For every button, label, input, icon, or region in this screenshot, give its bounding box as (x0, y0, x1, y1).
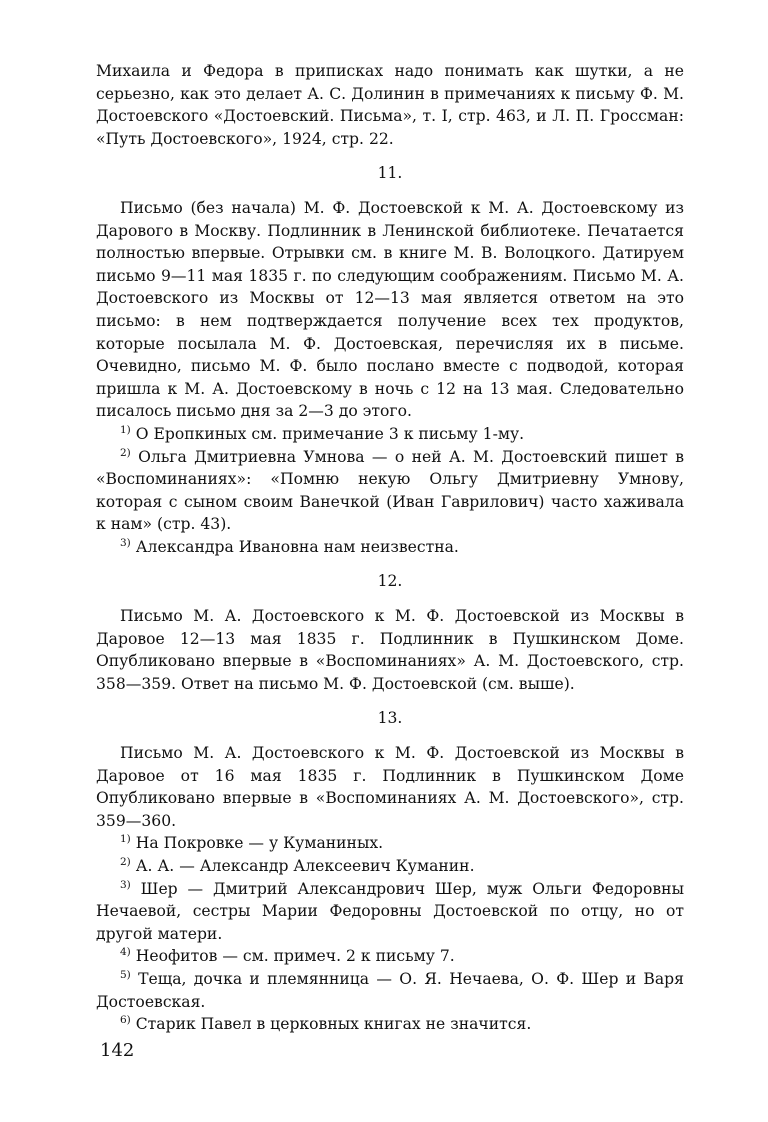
footnote-mark: 6) (120, 1013, 131, 1026)
section-heading-12: 12. (377, 572, 403, 591)
footnote-mark: 3) (120, 878, 131, 891)
section-13-footnote-2 (96, 855, 684, 878)
section-13-footnote-1 (96, 832, 684, 855)
page-number: 142 (100, 1040, 135, 1061)
footnote-text: А. А. — Александр Алексеевич Куманин. (135, 857, 475, 875)
section-11-body: Письмо (без начала) М. Ф. Достоевской к М. А. Достоевскому из Дарового в Москву. Подлинник в Ленинской библиотеке. Печатается полностью впервые. Отрывки см. в книге М. В. Волоцкого. Датируем письмо 9—11 мая 1835 г. по следующим соображениям. Письмо М. А. Достоевского из Москвы от 12—13 мая является ответом на это письмо: в нем подтверждается получение всех тех продуктов, которые посылала М. Ф. Достоевская, перечисляя их в письме. Очевидно, письмо М. Ф. было послано вместе с подводой, которая пришла к М. А. Достоевскому в ночь с 12 на 13 мая. Следовательно писалось письмо дня за 2—3 до этого. (96, 198, 684, 421)
section-11-footnote-3 (96, 536, 684, 559)
footnote-text: Александра Ивановна нам неизвестна. (135, 537, 459, 556)
footnote-text: Теща, дочка и племянница — О. Я. Нечаева, О. Ф. Шер и Варя Достоевская. (96, 969, 684, 1011)
section-13-footnote-4 (96, 945, 684, 968)
footnote-text: Шер — Дмитрий Александрович Шер, муж Ольги Федоровны Нечаевой, сестры Марии Федоровны Достоевской по отцу, но от другой матери. (96, 879, 684, 943)
section-13-body: Письмо М. А. Достоевского к М. Ф. Достоевской из Москвы в Даровое от 16 мая 1835 г. Подлинник в Пушкинском Доме Опубликовано впервые в «Воспоминаниях А. М. Достоевского», стр. 359—360. (96, 744, 684, 830)
section-11-footnote-1 (96, 423, 684, 446)
footnote-mark: 3) (120, 536, 131, 549)
intro-paragraph: Михаила и Федора в приписках надо понимать как шутки, а не серьезно, как это делает А. С. Долинин в примечаниях к письму Ф. М. Достоевского «Достоевский. Письма», т. I, стр. 463, и Л. П. Гроссман: «Путь Достоевского», 1924, стр. 22. (96, 62, 684, 148)
section-13-footnote-5 (96, 968, 684, 1013)
footnote-mark: 1) (120, 423, 131, 436)
section-13-footnote-3 (96, 878, 684, 946)
footnote-mark: 4) (120, 946, 131, 959)
footnote-mark: 1) (120, 833, 131, 846)
footnote-mark: 2) (120, 855, 131, 868)
section-13-footnote-6 (96, 1013, 684, 1036)
footnote-mark: 5) (120, 968, 131, 981)
footnote-text: Старик Павел в церковных книгах не значится. (135, 1015, 532, 1034)
footnote-text: О Еропкиных см. примечание 3 к письму 1-му. (135, 424, 525, 443)
footnote-text: Ольга Дмитриевна Умнова — о ней А. М. Достоевский пишет в «Воспоминаниях»: «Помню некую Ольгу Дмитриевну Умнову, которая с сыном своим Ванечкой (Иван Гаврилович) часто хаживала к нам» (стр. 43). (96, 447, 684, 534)
footnote-mark: 2) (120, 446, 131, 459)
section-heading-11: 11. (377, 164, 403, 183)
footnote-text: На Покровке — у Куманиных. (135, 834, 384, 853)
section-12-body: Письмо М. А. Достоевского к М. Ф. Достоевской из Москвы в Даровое 12—13 мая 1835 г. Подлинник в Пушкинском Доме. Опубликовано впервые в «Воспоминаниях» А. М. Достоевского, стр. 358—359. Ответ на письмо М. Ф. Достоевской (см. выше). (96, 607, 684, 693)
section-heading-13: 13. (377, 709, 403, 728)
section-11-footnote-2 (96, 446, 684, 536)
footnote-text: Неофитов — см. примеч. 2 к письму 7. (135, 947, 455, 966)
